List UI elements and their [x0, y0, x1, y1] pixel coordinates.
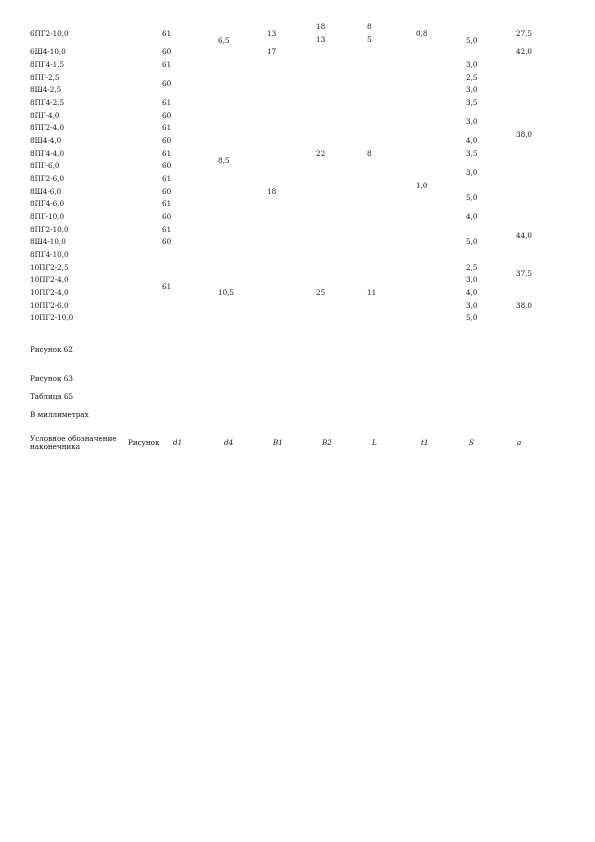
row-designation: 8Ш4-4,0: [30, 136, 62, 145]
row-designation: 8ПГ2-4,0: [30, 123, 65, 132]
table-cell: 22: [316, 149, 326, 158]
header-a: a: [517, 438, 522, 447]
table-cell: 61: [162, 149, 172, 158]
row-designation: 10ПГ2-4,0: [30, 288, 69, 297]
table-cell: 42,0: [516, 47, 533, 56]
header-figure: Рисунок: [128, 438, 160, 447]
row-designation: 10ПГ2-6,0: [30, 301, 69, 310]
table-cell: 8: [367, 149, 372, 158]
table-cell: 5,0: [466, 193, 478, 202]
table-cell: 61: [162, 60, 172, 69]
table-cell: 8,5: [218, 156, 230, 165]
units-note: В миллиметрах: [30, 410, 89, 419]
table-cell: 61: [162, 174, 172, 183]
table-cell: 2,5: [466, 263, 478, 272]
row-designation: 8ПГ-2,5: [30, 73, 60, 82]
table-cell: 5,0: [466, 313, 478, 322]
table-cell: 5,0: [466, 237, 478, 246]
table-cell: 0,8: [416, 29, 428, 38]
header-s: S: [469, 438, 474, 447]
row-designation: 8ПГ4-10,0: [30, 250, 69, 259]
table-cell: 61: [162, 123, 172, 132]
table-cell: 60: [162, 111, 172, 120]
table-cell: 5: [367, 35, 372, 44]
table-cell: 60: [162, 161, 172, 170]
table-cell: 13: [267, 29, 277, 38]
table-cell: 2,5: [466, 73, 478, 82]
table-cell: 61: [162, 98, 172, 107]
header-d1: d1: [173, 438, 183, 447]
table-cell: 3,0: [466, 301, 478, 310]
row-designation: 10ПГ2-2,5: [30, 263, 69, 272]
row-designation: 8ПГ4-6,0: [30, 199, 65, 208]
row-designation: 8Ш4-2,5: [30, 85, 62, 94]
table-cell: 10,5: [218, 288, 235, 297]
row-designation: 8ПГ4-4,0: [30, 149, 65, 158]
row-designation: 10ПГ2-10,0: [30, 313, 74, 322]
table-cell: 38,0: [516, 301, 533, 310]
table-cell: 27,5: [516, 29, 533, 38]
table-cell: 44,0: [516, 231, 533, 240]
table-cell: 60: [162, 47, 172, 56]
table-cell: 17: [267, 47, 277, 56]
row-designation: 8ПГ4-1,5: [30, 60, 65, 69]
header-d4: d4: [224, 438, 234, 447]
table-cell: 3,0: [466, 85, 478, 94]
table-cell: 1,0: [416, 181, 428, 190]
table-cell: 60: [162, 79, 172, 88]
table-cell: 38,0: [516, 130, 533, 139]
table-cell: 4,0: [466, 212, 478, 221]
row-designation: 6Ш4-10,0: [30, 47, 66, 56]
row-designation: 8Ш4-6,0: [30, 187, 62, 196]
table-cell: 3,5: [466, 149, 478, 158]
row-designation: 8ПГ-4,0: [30, 111, 60, 120]
header-l: L: [372, 438, 377, 447]
table-cell: 3,0: [466, 168, 478, 177]
row-designation: 8ПГ2-10,0: [30, 225, 69, 234]
figure-caption: Рисунок 63: [30, 374, 73, 383]
row-designation: 8ПГ-10,0: [30, 212, 65, 221]
table-cell: 18: [267, 187, 277, 196]
table-cell: 60: [162, 212, 172, 221]
table-cell: 60: [162, 187, 172, 196]
figure-caption: Рисунок 62: [30, 345, 73, 354]
table-cell: 3,5: [466, 98, 478, 107]
table-cell: 60: [162, 237, 172, 246]
row-designation: 8ПГ4-2,5: [30, 98, 65, 107]
table-cell: 60: [162, 136, 172, 145]
table-cell: 3,0: [466, 60, 478, 69]
table-cell: 11: [367, 288, 377, 297]
header-b1: B1: [273, 438, 283, 447]
table-cell: 61: [162, 29, 172, 38]
row-designation: 10ПГ2-4,0: [30, 275, 69, 284]
table-cell: 5,0: [466, 36, 478, 45]
row-designation: 8Ш4-10,0: [30, 237, 66, 246]
header-designation: Условное обозначение наконечника: [30, 434, 117, 452]
row-designation: 8ПГ-6,0: [30, 161, 60, 170]
table-cell: 4,0: [466, 288, 478, 297]
table-cell: 13: [316, 35, 326, 44]
table-caption: Таблица 65: [30, 392, 74, 401]
table-cell: 18: [316, 22, 326, 31]
table-cell: 6,5: [218, 36, 230, 45]
table-cell: 4,0: [466, 136, 478, 145]
table-cell: 25: [316, 288, 326, 297]
row-designation: 6ПГ2-10,0: [30, 29, 69, 38]
table-cell: 61: [162, 282, 172, 291]
table-cell: 3,0: [466, 117, 478, 126]
table-cell: 3,0: [466, 275, 478, 284]
table-cell: 37,5: [516, 269, 533, 278]
table-cell: 8: [367, 22, 372, 31]
table-cell: 61: [162, 199, 172, 208]
header-b2: B2: [322, 438, 332, 447]
table-cell: 61: [162, 225, 172, 234]
header-t1: t1: [421, 438, 429, 447]
row-designation: 8ПГ2-6,0: [30, 174, 65, 183]
